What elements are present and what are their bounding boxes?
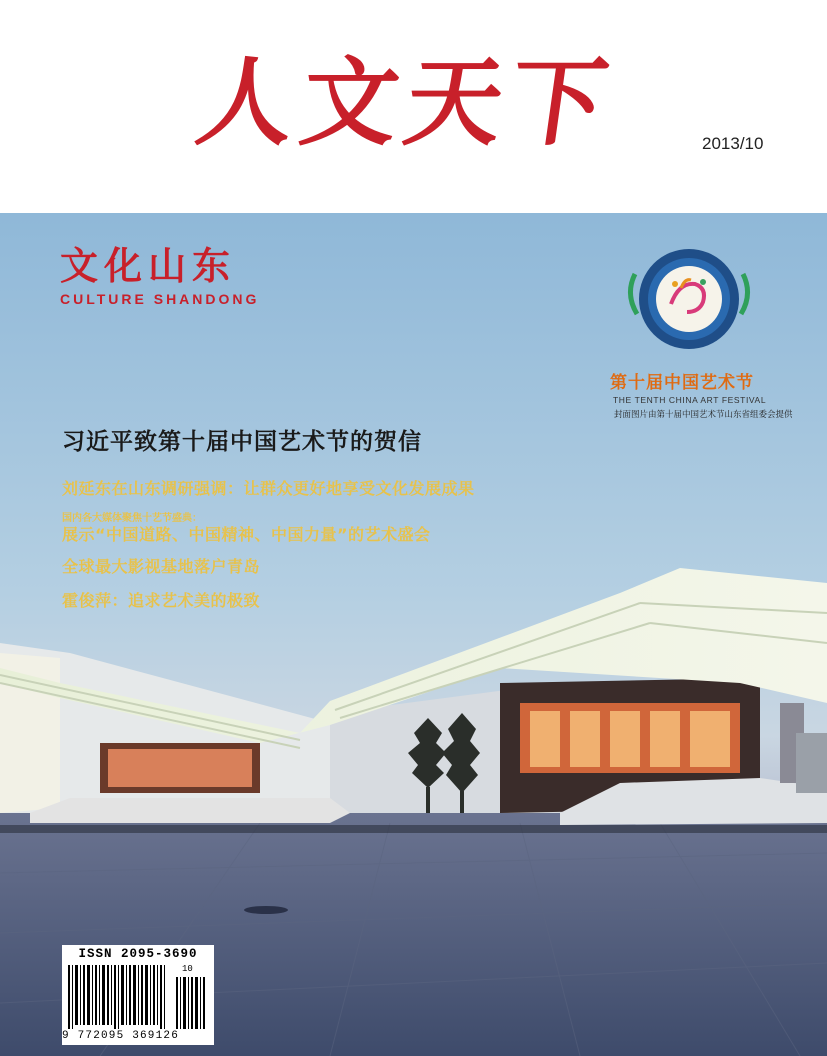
cover-headline: 习近平致第十届中国艺术节的贺信 bbox=[62, 429, 422, 455]
barcode-addon: 10 bbox=[182, 964, 193, 974]
masthead bbox=[0, 0, 827, 213]
brand-logo bbox=[60, 244, 290, 314]
cover-line-2-kicker: 国内各大媒体聚焦十艺节盛典： bbox=[62, 513, 202, 524]
barcode-number: 9 772095 369126 bbox=[62, 1030, 180, 1042]
barcode-panel bbox=[62, 945, 214, 1045]
magazine-title: 人文天下 bbox=[190, 46, 623, 159]
issue-number: 2013/10 bbox=[702, 134, 764, 153]
brand-name-cn: 文化山东 bbox=[60, 243, 237, 288]
cover-line-2: 展示“中国道路、中国精神、中国力量”的艺术盛会 bbox=[62, 525, 431, 544]
brand-name-en: CULTURE SHANDONG bbox=[60, 291, 260, 307]
cover-photo-credit: 封面图片由第十届中国艺术节山东省组委会提供 bbox=[614, 410, 793, 420]
cover-line-1: 刘延东在山东调研强调：让群众更好地享受文化发展成果 bbox=[62, 479, 475, 498]
art-festival-emblem bbox=[627, 244, 753, 354]
festival-name-en: THE TENTH CHINA ART FESTIVAL bbox=[613, 395, 767, 405]
cover-line-4: 霍俊萍：追求艺术美的极致 bbox=[62, 591, 261, 610]
festival-name-cn: 第十届中国艺术节 bbox=[610, 373, 754, 393]
cover-line-3: 全球最大影视基地落户青岛 bbox=[62, 557, 261, 576]
issn-label: ISSN 2095-3690 bbox=[78, 947, 198, 961]
